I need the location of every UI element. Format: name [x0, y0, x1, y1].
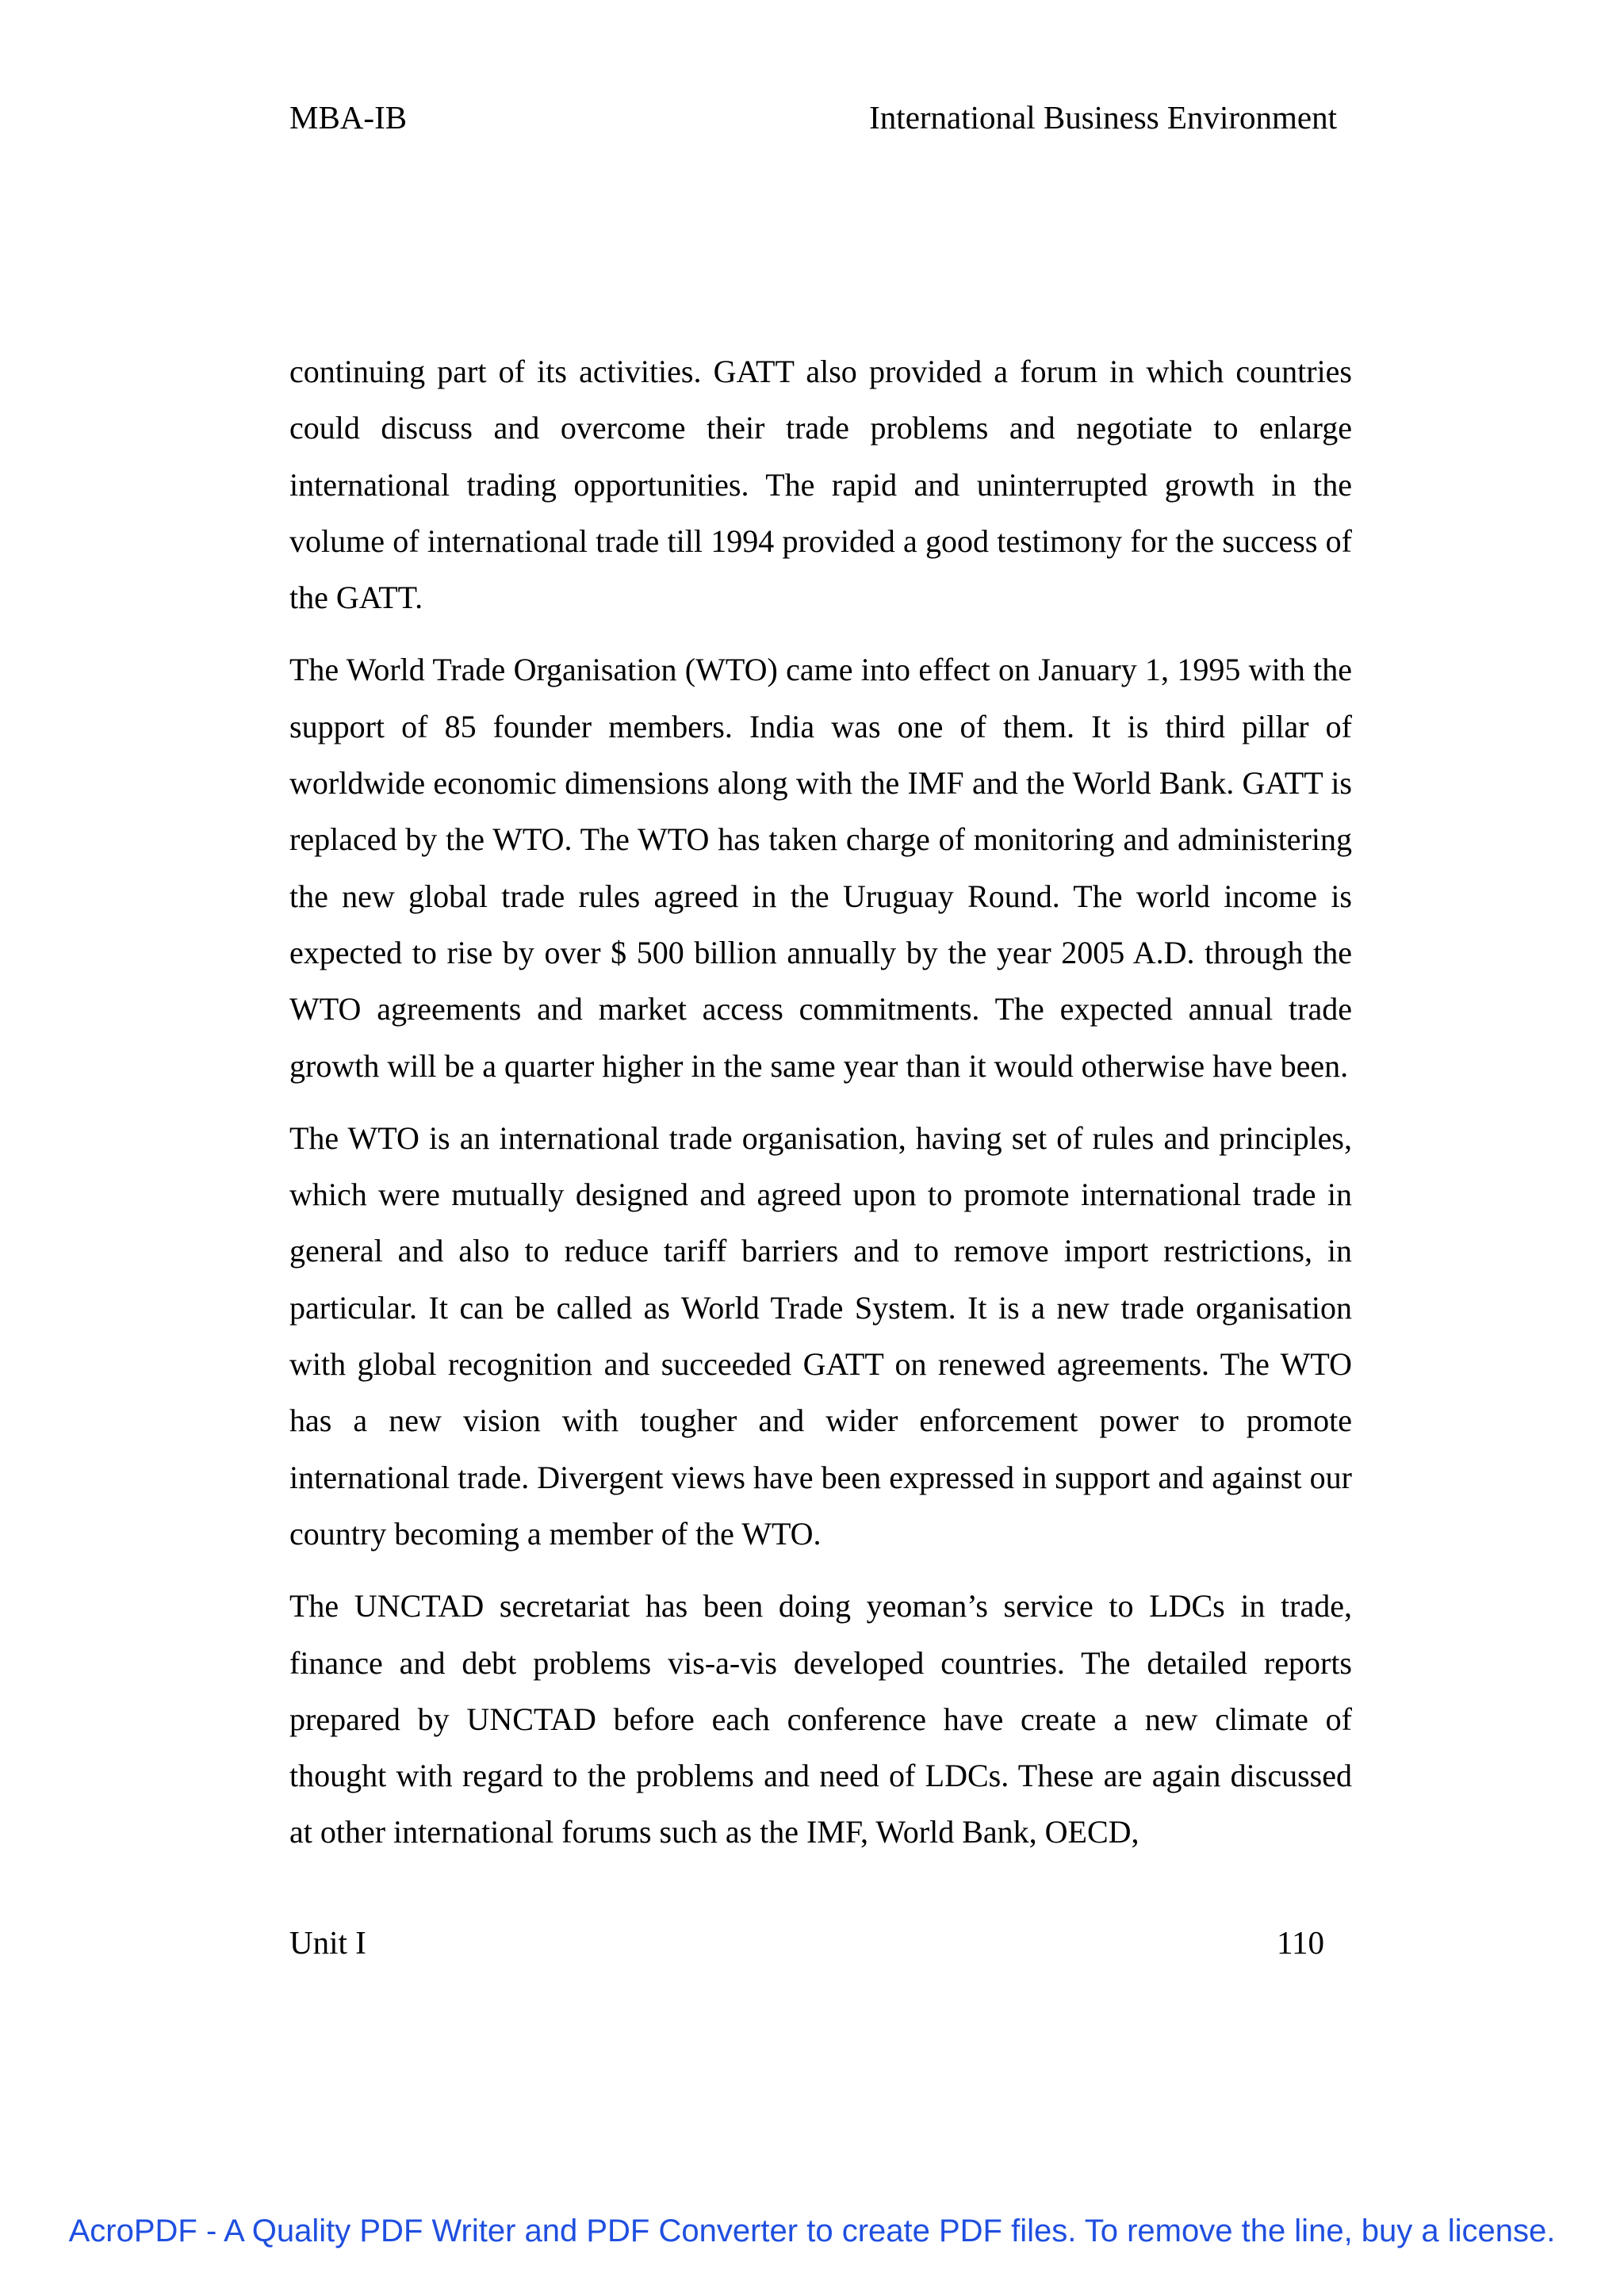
acropdf-watermark-banner: AcroPDF - A Quality PDF Writer and PDF Converter to create PDF files. To remove the line, buy a license.: [68, 2214, 1556, 2248]
footer-unit-label: Unit I: [289, 1924, 366, 1961]
body-text: [289, 343, 1352, 1877]
page-number: 110: [1277, 1924, 1324, 1961]
running-header-left: MBA-IB: [289, 99, 408, 136]
paragraph-4: The UNCTAD secretariat has been doing yeoman’s service to LDCs in trade, finance and debt problems vis-a-vis developed countries. The detailed reports prepared by UNCTAD before each conference have create a new climate of thought with regard to the problems and need of LDCs. These are again discussed at other international forums such as the IMF, World Bank, OECD,: [289, 1588, 1352, 1850]
paragraph-2: The World Trade Organisation (WTO) came into effect on January 1, 1995 with the support of 85 founder members. India was one of them. It is third pillar of worldwide economic dimensions along with the IMF and the World Bank. GATT is replaced by the WTO. The WTO has taken charge of monitoring and administering the new global trade rules agreed in the Uruguay Round. The world income is expected to rise by over $ 500 billion annually by the year 2005 A.D. through the WTO agreements and market access commitments. The expected annual trade growth will be a quarter higher in the same year than it would otherwise have been.: [289, 652, 1352, 1084]
paragraph-1: continuing part of its activities. GATT also provided a forum in which countries could discuss and overcome their trade problems and negotiate to enlarge international trading opportunities. The rapid and uninterrupted growth in the volume of international trade till 1994 provided a good testimony for the success of the GATT.: [289, 354, 1352, 616]
running-header-right: International Business Environment: [869, 99, 1337, 136]
paragraph-3: The WTO is an international trade organisation, having set of rules and principles, which were mutually designed and agreed upon to promote international trade in general and also to reduce tariff barriers and to remove import restrictions, in particular. It can be called as World Trade System. It is a new trade organisation with global recognition and succeeded GATT on renewed agreements. The WTO has a new vision with tougher and wider enforcement power to promote international trade. Divergent views have been expressed in support and against our country becoming a member of the WTO.: [289, 1119, 1352, 1552]
